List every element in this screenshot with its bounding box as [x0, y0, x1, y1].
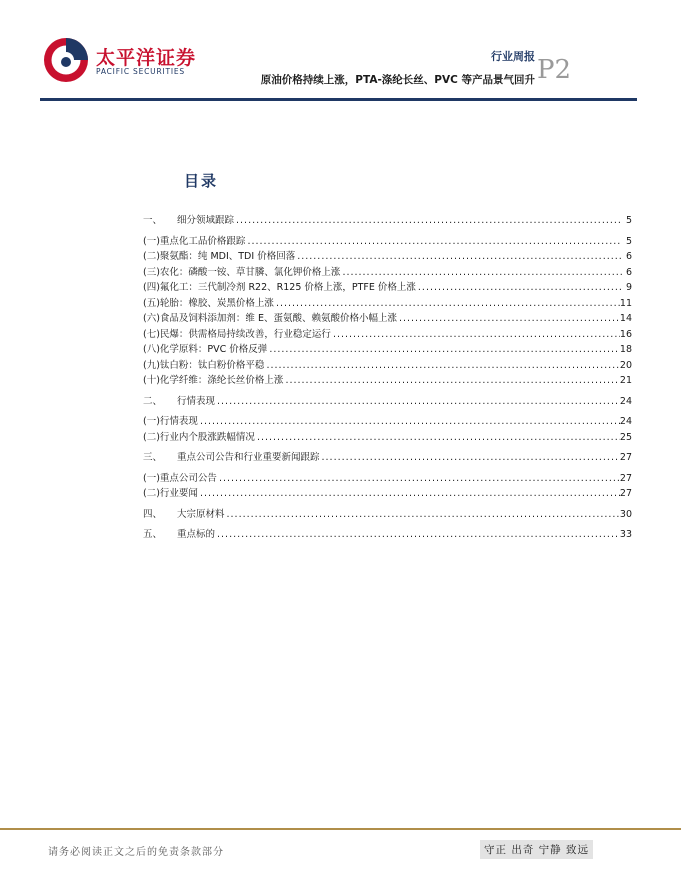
toc-entry-label: 细分领域跟踪 [177, 215, 235, 226]
toc-entry[interactable] [143, 470, 632, 486]
toc-entry[interactable] [143, 264, 632, 280]
toc-entry-page: 24 [619, 395, 632, 407]
toc-entry[interactable] [143, 449, 632, 465]
toc-leader-dots [225, 509, 620, 520]
toc-entry-number: 四、 [143, 508, 163, 520]
toc-entry-page: 11 [619, 297, 632, 309]
disclaimer-note: 请务必阅读正文之后的免责条款部分 [48, 847, 224, 858]
toc-entry-number: (二) [143, 488, 160, 499]
toc-entry-number: (一) [143, 472, 160, 484]
toc-entry[interactable] [143, 372, 632, 388]
company-motto: 守正 出奇 宁静 致远 [480, 840, 593, 859]
toc-entry-number: (六) [143, 313, 160, 324]
toc-entry-number: (三) [143, 266, 160, 278]
toc-leader-dots [198, 416, 620, 427]
report-title: 原油价格持续上涨，PTA-涤纶长丝、PVC 等产品景气回升 [260, 74, 535, 86]
header-divider [40, 98, 637, 101]
toc-entry-number: (五) [143, 297, 160, 309]
toc-entry[interactable] [143, 326, 632, 342]
toc-entry-page: 20 [619, 359, 632, 371]
table-of-contents [143, 212, 632, 542]
toc-entry-label: 行情表现 [159, 416, 198, 427]
toc-leader-dots [264, 360, 619, 371]
toc-entry-number: (七) [143, 328, 160, 340]
toc-entry[interactable] [143, 248, 632, 264]
page-number [537, 54, 571, 84]
toc-leader-dots [215, 529, 620, 540]
toc-leader-dots [340, 267, 622, 278]
toc-entry-page: 18 [619, 344, 632, 355]
toc-entry-label: 轮胎：橡胶、炭黑价格上涨 [159, 297, 274, 309]
toc-entry-label: 农化：磷酸一铵、草甘膦、氯化钾价格上涨 [159, 266, 341, 278]
toc-leader-dots [320, 452, 620, 463]
toc-entry-page: 9 [625, 282, 632, 293]
toc-entry-number: (四) [143, 282, 160, 293]
toc-entry-page: 25 [619, 431, 632, 443]
footer-divider [0, 828, 681, 830]
toc-entry-label: 重点公司公告和行业重要新闻跟踪 [177, 452, 320, 463]
toc-entry-page: 14 [619, 313, 632, 324]
toc-leader-dots [416, 282, 622, 293]
toc-entry-number: 一、 [143, 215, 163, 226]
toc-entry[interactable] [143, 357, 632, 373]
toc-entry-page: 33 [619, 529, 632, 540]
page-number-value: 2 [554, 55, 572, 85]
toc-entry-label: 氟化工：三代制冷剂 R22、R125 价格上涨，PTFE 价格上涨 [159, 282, 416, 293]
toc-entry-label: 化学原料：PVC 价格反弹 [159, 344, 268, 355]
toc-entry[interactable] [143, 526, 632, 542]
toc-entry-label: 行业要闻 [159, 488, 198, 499]
toc-entry[interactable] [143, 295, 632, 311]
toc-entry[interactable] [143, 393, 632, 409]
toc-entry-page: 27 [619, 488, 632, 499]
brand-name-en: PACIFIC SECURITIES [96, 67, 185, 76]
toc-leader-dots [397, 313, 620, 324]
toc-entry-page: 27 [619, 452, 632, 463]
toc-entry-page: 21 [619, 375, 632, 386]
toc-entry-label: 行业内个股涨跌幅情况 [159, 431, 255, 443]
toc-entry[interactable] [143, 341, 632, 357]
toc-leader-dots [267, 344, 620, 355]
toc-entry-page: 6 [625, 251, 632, 262]
toc-entry-page: 24 [619, 416, 632, 427]
toc-entry-label: 化学纤维：涤纶长丝价格上涨 [159, 375, 284, 386]
toc-entry-label: 食品及饲料添加剂：维 E、蛋氨酸、赖氨酸价格小幅上涨 [159, 313, 397, 324]
toc-entry-page: 27 [619, 472, 632, 484]
toc-entry[interactable] [143, 212, 632, 228]
toc-entry-number: (二) [143, 251, 160, 262]
toc-entry-label: 重点化工品价格跟踪 [159, 235, 246, 247]
toc-entry-number: (一) [143, 235, 160, 247]
toc-entry-label: 聚氨酯：纯 MDI、TDI 价格回落 [159, 251, 296, 262]
toc-leader-dots [198, 488, 620, 499]
pacific-securities-logo-icon [40, 34, 92, 86]
page-prefix: P [537, 55, 555, 85]
toc-entry-page: 16 [619, 328, 632, 340]
toc-entry-label: 行情表现 [177, 395, 216, 407]
toc-entry[interactable] [143, 310, 632, 326]
toc-title: 目录 [184, 172, 219, 190]
toc-entry-number: (八) [143, 344, 160, 355]
toc-entry-page: 30 [619, 508, 632, 520]
report-type: 行业周报 [491, 50, 535, 63]
toc-entry-number: 五、 [143, 529, 163, 540]
toc-leader-dots [331, 329, 620, 340]
toc-leader-dots [245, 236, 622, 247]
toc-entry-page: 6 [625, 266, 632, 278]
toc-entry-page: 5 [625, 215, 632, 226]
toc-entry-page: 5 [625, 235, 632, 247]
toc-leader-dots [255, 432, 620, 443]
toc-entry-number: (十) [143, 375, 160, 386]
toc-entry-label: 民爆：供需格局持续改善，行业稳定运行 [159, 328, 331, 340]
toc-entry[interactable] [143, 485, 632, 501]
toc-leader-dots [274, 298, 620, 309]
toc-entry[interactable] [143, 429, 632, 445]
toc-entry-label: 重点公司公告 [159, 472, 217, 484]
toc-entry-number: 二、 [143, 395, 163, 407]
toc-entry-number: (二) [143, 431, 160, 443]
brand-name-cn: 太平洋证券 [96, 47, 197, 69]
toc-entry[interactable] [143, 506, 632, 522]
toc-entry[interactable] [143, 233, 632, 249]
toc-leader-dots [217, 473, 620, 484]
toc-entry-number: (九) [143, 359, 160, 371]
toc-entry-label: 大宗原材料 [177, 508, 225, 520]
toc-entry-label: 重点标的 [177, 529, 216, 540]
toc-leader-dots [295, 251, 622, 262]
toc-entry[interactable] [143, 279, 632, 295]
toc-entry-label: 钛白粉：钛白粉价格平稳 [159, 359, 265, 371]
toc-leader-dots [234, 215, 622, 226]
toc-entry[interactable] [143, 413, 632, 429]
toc-entry-number: 三、 [143, 452, 163, 463]
toc-leader-dots [215, 396, 620, 407]
toc-leader-dots [283, 375, 619, 386]
toc-entry-number: (一) [143, 416, 160, 427]
